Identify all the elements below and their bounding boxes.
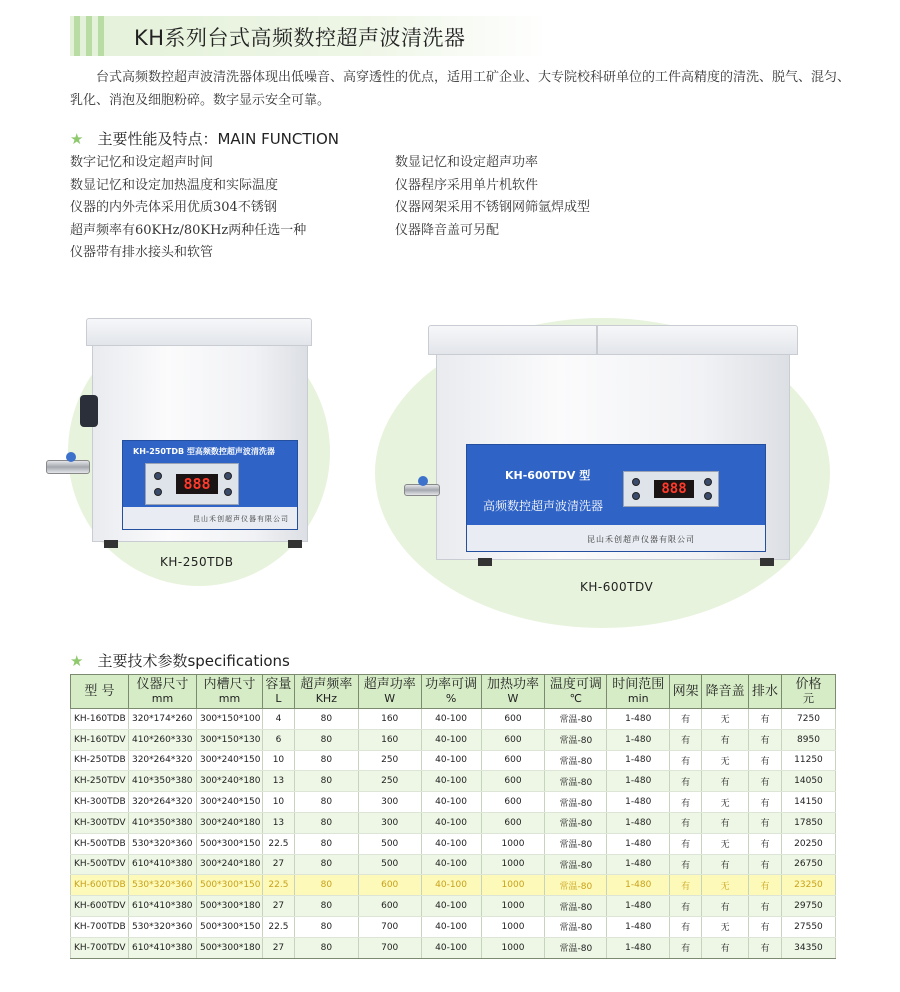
specs-heading [70,650,290,671]
valve-knob-icon [418,476,428,486]
control-button[interactable] [224,488,232,496]
table-cell: 有 [670,896,702,917]
table-cell: 40-100 [421,792,481,813]
table-cell: 常温-80 [545,709,607,730]
table-cell: KH-250TDB [71,750,129,771]
column-header-label: 温度可调 [549,676,602,692]
table-cell: 6 [262,729,294,750]
table-cell: 80 [294,833,358,854]
table-cell: 22.5 [262,875,294,896]
table-cell: 有 [749,792,782,813]
table-row [71,937,836,958]
table-cell: 有 [670,875,702,896]
column-header [607,675,670,709]
table-cell: KH-600TDB [71,875,129,896]
feature-item: 仪器程序采用单片机软件 [395,177,539,193]
title-stripe [74,16,80,56]
column-header [749,675,782,709]
table-cell: 有 [702,771,749,792]
control-button[interactable] [154,488,162,496]
table-row [71,875,836,896]
table-cell: 320*174*260 [128,709,196,730]
table-cell: 10 [262,750,294,771]
column-header [196,675,262,709]
tank-lid [428,325,798,355]
control-button[interactable] [632,492,640,500]
table-cell: 26750 [781,854,835,875]
table-cell: 500 [358,854,421,875]
table-cell: 常温-80 [545,875,607,896]
feature-item: 仪器降音盖可另配 [395,222,500,238]
table-cell: 有 [670,709,702,730]
table-cell: 有 [749,709,782,730]
table-cell: 1-480 [607,916,670,937]
table-cell: 300 [358,812,421,833]
table-cell: 1000 [481,896,545,917]
table-cell: 1-480 [607,729,670,750]
table-cell: 80 [294,937,358,958]
table-cell: 600 [358,875,421,896]
column-header [128,675,196,709]
table-cell: 320*264*320 [128,792,196,813]
star-icon: ★ [70,652,84,670]
lid-seam [596,326,598,354]
column-header-label: 容量 [265,676,292,692]
features-right-list [395,152,815,242]
table-row [71,771,836,792]
specs-body [71,709,836,959]
table-cell: 有 [702,854,749,875]
column-header-unit: W [507,691,519,705]
table-cell: 1000 [481,937,545,958]
table-cell: KH-160TDB [71,709,129,730]
table-row [71,792,836,813]
table-cell: 4 [262,709,294,730]
table-cell: 1000 [481,916,545,937]
table-cell: 有 [749,750,782,771]
table-cell: 有 [749,771,782,792]
table-cell: 有 [749,812,782,833]
table-cell: 29750 [781,896,835,917]
control-panel [466,444,766,552]
table-cell: 250 [358,750,421,771]
table-cell: 1-480 [607,937,670,958]
table-cell: 常温-80 [545,896,607,917]
table-cell: 410*350*380 [128,771,196,792]
column-header-unit: ℃ [569,691,583,705]
title-stripe [86,16,92,56]
table-cell: 530*320*360 [128,875,196,896]
digital-display: 888 [654,480,694,498]
table-cell: 11250 [781,750,835,771]
table-cell: 300*240*180 [196,771,262,792]
column-header [358,675,421,709]
tank-foot [288,540,302,548]
title-bar [70,16,550,56]
panel-footer [467,525,765,551]
control-panel [122,440,298,530]
table-cell: 700 [358,937,421,958]
table-cell: 530*320*360 [128,833,196,854]
tank-foot [760,558,774,566]
control-box [145,463,239,505]
table-row [71,812,836,833]
table-cell: 600 [481,792,545,813]
company-name: 昆山禾创超声仪器有限公司 [587,535,695,544]
control-box [623,471,719,507]
feature-item: 仪器网架采用不锈钢网筛氩焊成型 [395,200,591,215]
table-cell: 250 [358,771,421,792]
table-cell: KH-700TDB [71,916,129,937]
table-cell: 23250 [781,875,835,896]
feature-item: 数字记忆和设定超声时间 [70,155,214,170]
table-cell: 80 [294,812,358,833]
table-row [71,854,836,875]
product-caption: KH-250TDB [160,555,234,569]
column-header-label: 超声功率 [363,676,416,692]
table-cell: 有 [702,896,749,917]
table-cell: 80 [294,854,358,875]
table-cell: 300*150*100 [196,709,262,730]
table-cell: 27550 [781,916,835,937]
table-row [71,916,836,937]
table-cell: 300*240*150 [196,750,262,771]
table-cell: 1-480 [607,833,670,854]
page-title: KH系列台式高频数控超声波清洗器 [134,26,466,50]
table-cell: 1-480 [607,792,670,813]
column-header-label: 内槽尺寸 [203,676,256,692]
column-header-label: 仪器尺寸 [136,676,189,692]
table-cell: 500*300*150 [196,875,262,896]
intro-text: 台式高频数控超声波清洗器体现出低噪音、高穿透性的优点，适用工矿企业、大专院校科研单位的工件高精度的清洗、脱气、混匀、乳化、消泡及细胞粉碎。数字显示安全可靠。 [70,70,851,108]
feature-item: 数显记忆和设定超声功率 [395,155,539,170]
table-row [71,750,836,771]
table-cell: 13 [262,771,294,792]
table-cell: 14150 [781,792,835,813]
table-cell: 常温-80 [545,812,607,833]
table-cell: 1-480 [607,771,670,792]
table-cell: 80 [294,875,358,896]
control-button[interactable] [704,492,712,500]
table-cell: 610*410*380 [128,896,196,917]
table-cell: 40-100 [421,812,481,833]
table-cell: 40-100 [421,896,481,917]
table-cell: 有 [749,896,782,917]
table-cell: 20250 [781,833,835,854]
table-cell: 80 [294,916,358,937]
handle-icon [80,395,98,427]
table-cell: 40-100 [421,833,481,854]
table-cell: 10 [262,792,294,813]
table-cell: 有 [749,916,782,937]
table-cell: 有 [670,854,702,875]
table-cell: 14050 [781,771,835,792]
table-cell: 700 [358,916,421,937]
column-header [421,675,481,709]
column-header-unit: 元 [802,691,814,705]
control-button[interactable] [154,472,162,480]
control-button[interactable] [632,478,640,486]
table-cell: 27 [262,854,294,875]
table-cell: 1000 [481,833,545,854]
table-cell: 无 [702,792,749,813]
table-cell: 410*260*330 [128,729,196,750]
table-cell: 500*300*150 [196,916,262,937]
table-cell: 40-100 [421,771,481,792]
digital-display: 888 [176,474,218,494]
tank-foot [478,558,492,566]
company-name: 昆山禾创超声仪器有限公司 [193,515,289,523]
table-cell: 常温-80 [545,750,607,771]
table-cell: 600 [481,771,545,792]
table-cell: 34350 [781,937,835,958]
column-header-label: 型 号 [84,683,115,699]
column-header-unit: mm [218,691,241,705]
table-cell: 常温-80 [545,771,607,792]
table-cell: 有 [670,771,702,792]
title-stripe [98,16,104,56]
panel-model: KH-600TDV 型 [505,469,591,482]
table-cell: 600 [481,709,545,730]
column-header-label: 加热功率 [486,676,539,692]
column-header [294,675,358,709]
table-cell: 300*150*130 [196,729,262,750]
table-cell: 600 [481,750,545,771]
table-cell: 80 [294,729,358,750]
column-header-label: 时间范围 [612,676,665,692]
table-cell: 300*240*180 [196,812,262,833]
table-cell: 7250 [781,709,835,730]
table-cell: 300*240*180 [196,854,262,875]
table-cell: 常温-80 [545,729,607,750]
table-cell: 40-100 [421,709,481,730]
table-cell: 80 [294,896,358,917]
table-cell: 常温-80 [545,854,607,875]
table-cell: 80 [294,709,358,730]
intro-paragraph [70,66,850,112]
table-cell: 1-480 [607,709,670,730]
column-header-unit: % [445,691,457,705]
table-cell: 有 [670,750,702,771]
table-cell: 1-480 [607,854,670,875]
product-caption: KH-600TDV [580,580,654,594]
table-row [71,709,836,730]
table-cell: 有 [749,854,782,875]
table-cell: 有 [670,833,702,854]
table-cell: 40-100 [421,875,481,896]
table-cell: 40-100 [421,937,481,958]
table-cell: 有 [702,937,749,958]
feature-item: 仪器带有排水接头和软管 [70,245,214,260]
features-heading [70,128,339,149]
table-cell: 1-480 [607,896,670,917]
table-cell: KH-600TDV [71,896,129,917]
table-cell: KH-700TDV [71,937,129,958]
table-cell: 530*320*360 [128,916,196,937]
table-cell: 17850 [781,812,835,833]
table-cell: 常温-80 [545,833,607,854]
table-cell: 40-100 [421,750,481,771]
table-cell: 22.5 [262,833,294,854]
column-header-label: 超声频率 [300,676,353,692]
panel-subtitle: 高频数控超声波清洗器 [483,499,604,513]
specs-header-row [71,675,836,709]
table-cell: 610*410*380 [128,937,196,958]
table-cell: 80 [294,750,358,771]
table-row [71,833,836,854]
table-cell: 有 [702,812,749,833]
table-cell: 有 [670,729,702,750]
features-left-list [70,152,390,265]
table-cell: 27 [262,937,294,958]
column-header-unit: mm [151,691,174,705]
table-cell: 160 [358,729,421,750]
column-header [481,675,545,709]
column-header-label: 网架 [672,683,699,699]
table-cell: 27 [262,896,294,917]
table-cell: 常温-80 [545,792,607,813]
table-cell: 有 [749,875,782,896]
column-header [702,675,749,709]
table-cell: KH-300TDV [71,812,129,833]
panel-label: KH-250TDB 型高频数控超声波清洗器 [133,447,275,456]
table-cell: 40-100 [421,854,481,875]
table-cell: 160 [358,709,421,730]
specs-table [70,674,836,959]
table-cell: 有 [670,792,702,813]
feature-item: 仪器的内外壳体采用优质304不锈钢 [70,200,277,215]
table-cell: 610*410*380 [128,854,196,875]
table-cell: 320*264*320 [128,750,196,771]
table-cell: 无 [702,750,749,771]
column-header [262,675,294,709]
table-cell: 有 [670,812,702,833]
table-cell: 500*300*180 [196,937,262,958]
control-button[interactable] [704,478,712,486]
column-header-unit: min [627,691,649,705]
column-header-unit: L [275,691,282,705]
table-cell: 常温-80 [545,916,607,937]
tank-lid [86,318,312,346]
table-cell: 8950 [781,729,835,750]
column-header [781,675,835,709]
feature-item: 数显记忆和设定加热温度和实际温度 [70,177,279,193]
column-header-unit: KHz [315,691,337,705]
column-header-label: 降音盖 [705,683,745,699]
table-cell: 500*300*180 [196,896,262,917]
control-button[interactable] [224,472,232,480]
table-cell: 13 [262,812,294,833]
column-header [670,675,702,709]
table-cell: 500 [358,833,421,854]
table-cell: 无 [702,916,749,937]
table-cell: 300 [358,792,421,813]
table-row [71,729,836,750]
table-cell: 300*240*150 [196,792,262,813]
table-cell: 常温-80 [545,937,607,958]
table-cell: KH-500TDB [71,833,129,854]
table-cell: 40-100 [421,729,481,750]
table-cell: 500*300*150 [196,833,262,854]
table-cell: 1-480 [607,812,670,833]
table-cell: 有 [670,916,702,937]
table-cell: 有 [749,833,782,854]
column-header [545,675,607,709]
table-cell: 600 [481,729,545,750]
table-cell: 1-480 [607,875,670,896]
table-cell: KH-500TDV [71,854,129,875]
table-cell: 有 [702,729,749,750]
column-header-unit: W [384,691,396,705]
panel-footer [123,507,297,529]
column-header [71,675,129,709]
table-cell: 600 [358,896,421,917]
table-cell: 80 [294,792,358,813]
drain-valve [46,460,90,474]
features-heading-text: 主要性能及特点：MAIN FUNCTION [97,130,339,148]
table-cell: 有 [749,937,782,958]
table-cell: 无 [702,833,749,854]
feature-item: 超声频率有60KHz/80KHz两种任选一种 [70,222,307,238]
table-row [71,896,836,917]
table-cell: KH-250TDV [71,771,129,792]
table-cell: 80 [294,771,358,792]
column-header-label: 功率可调 [425,676,478,692]
table-cell: 1000 [481,854,545,875]
column-header-label: 价格 [795,676,822,692]
table-cell: 无 [702,875,749,896]
table-cell: KH-160TDV [71,729,129,750]
table-cell: 1-480 [607,750,670,771]
table-cell: 22.5 [262,916,294,937]
tank-foot [104,540,118,548]
table-cell: 有 [749,729,782,750]
table-cell: 410*350*380 [128,812,196,833]
table-cell: 1000 [481,875,545,896]
column-header-label: 排水 [751,683,778,699]
specs-heading-text: 主要技术参数specifications [97,652,290,670]
table-cell: KH-300TDB [71,792,129,813]
valve-knob-icon [66,452,76,462]
table-cell: 有 [670,937,702,958]
table-cell: 无 [702,709,749,730]
table-cell: 600 [481,812,545,833]
star-icon: ★ [70,130,84,148]
table-cell: 40-100 [421,916,481,937]
